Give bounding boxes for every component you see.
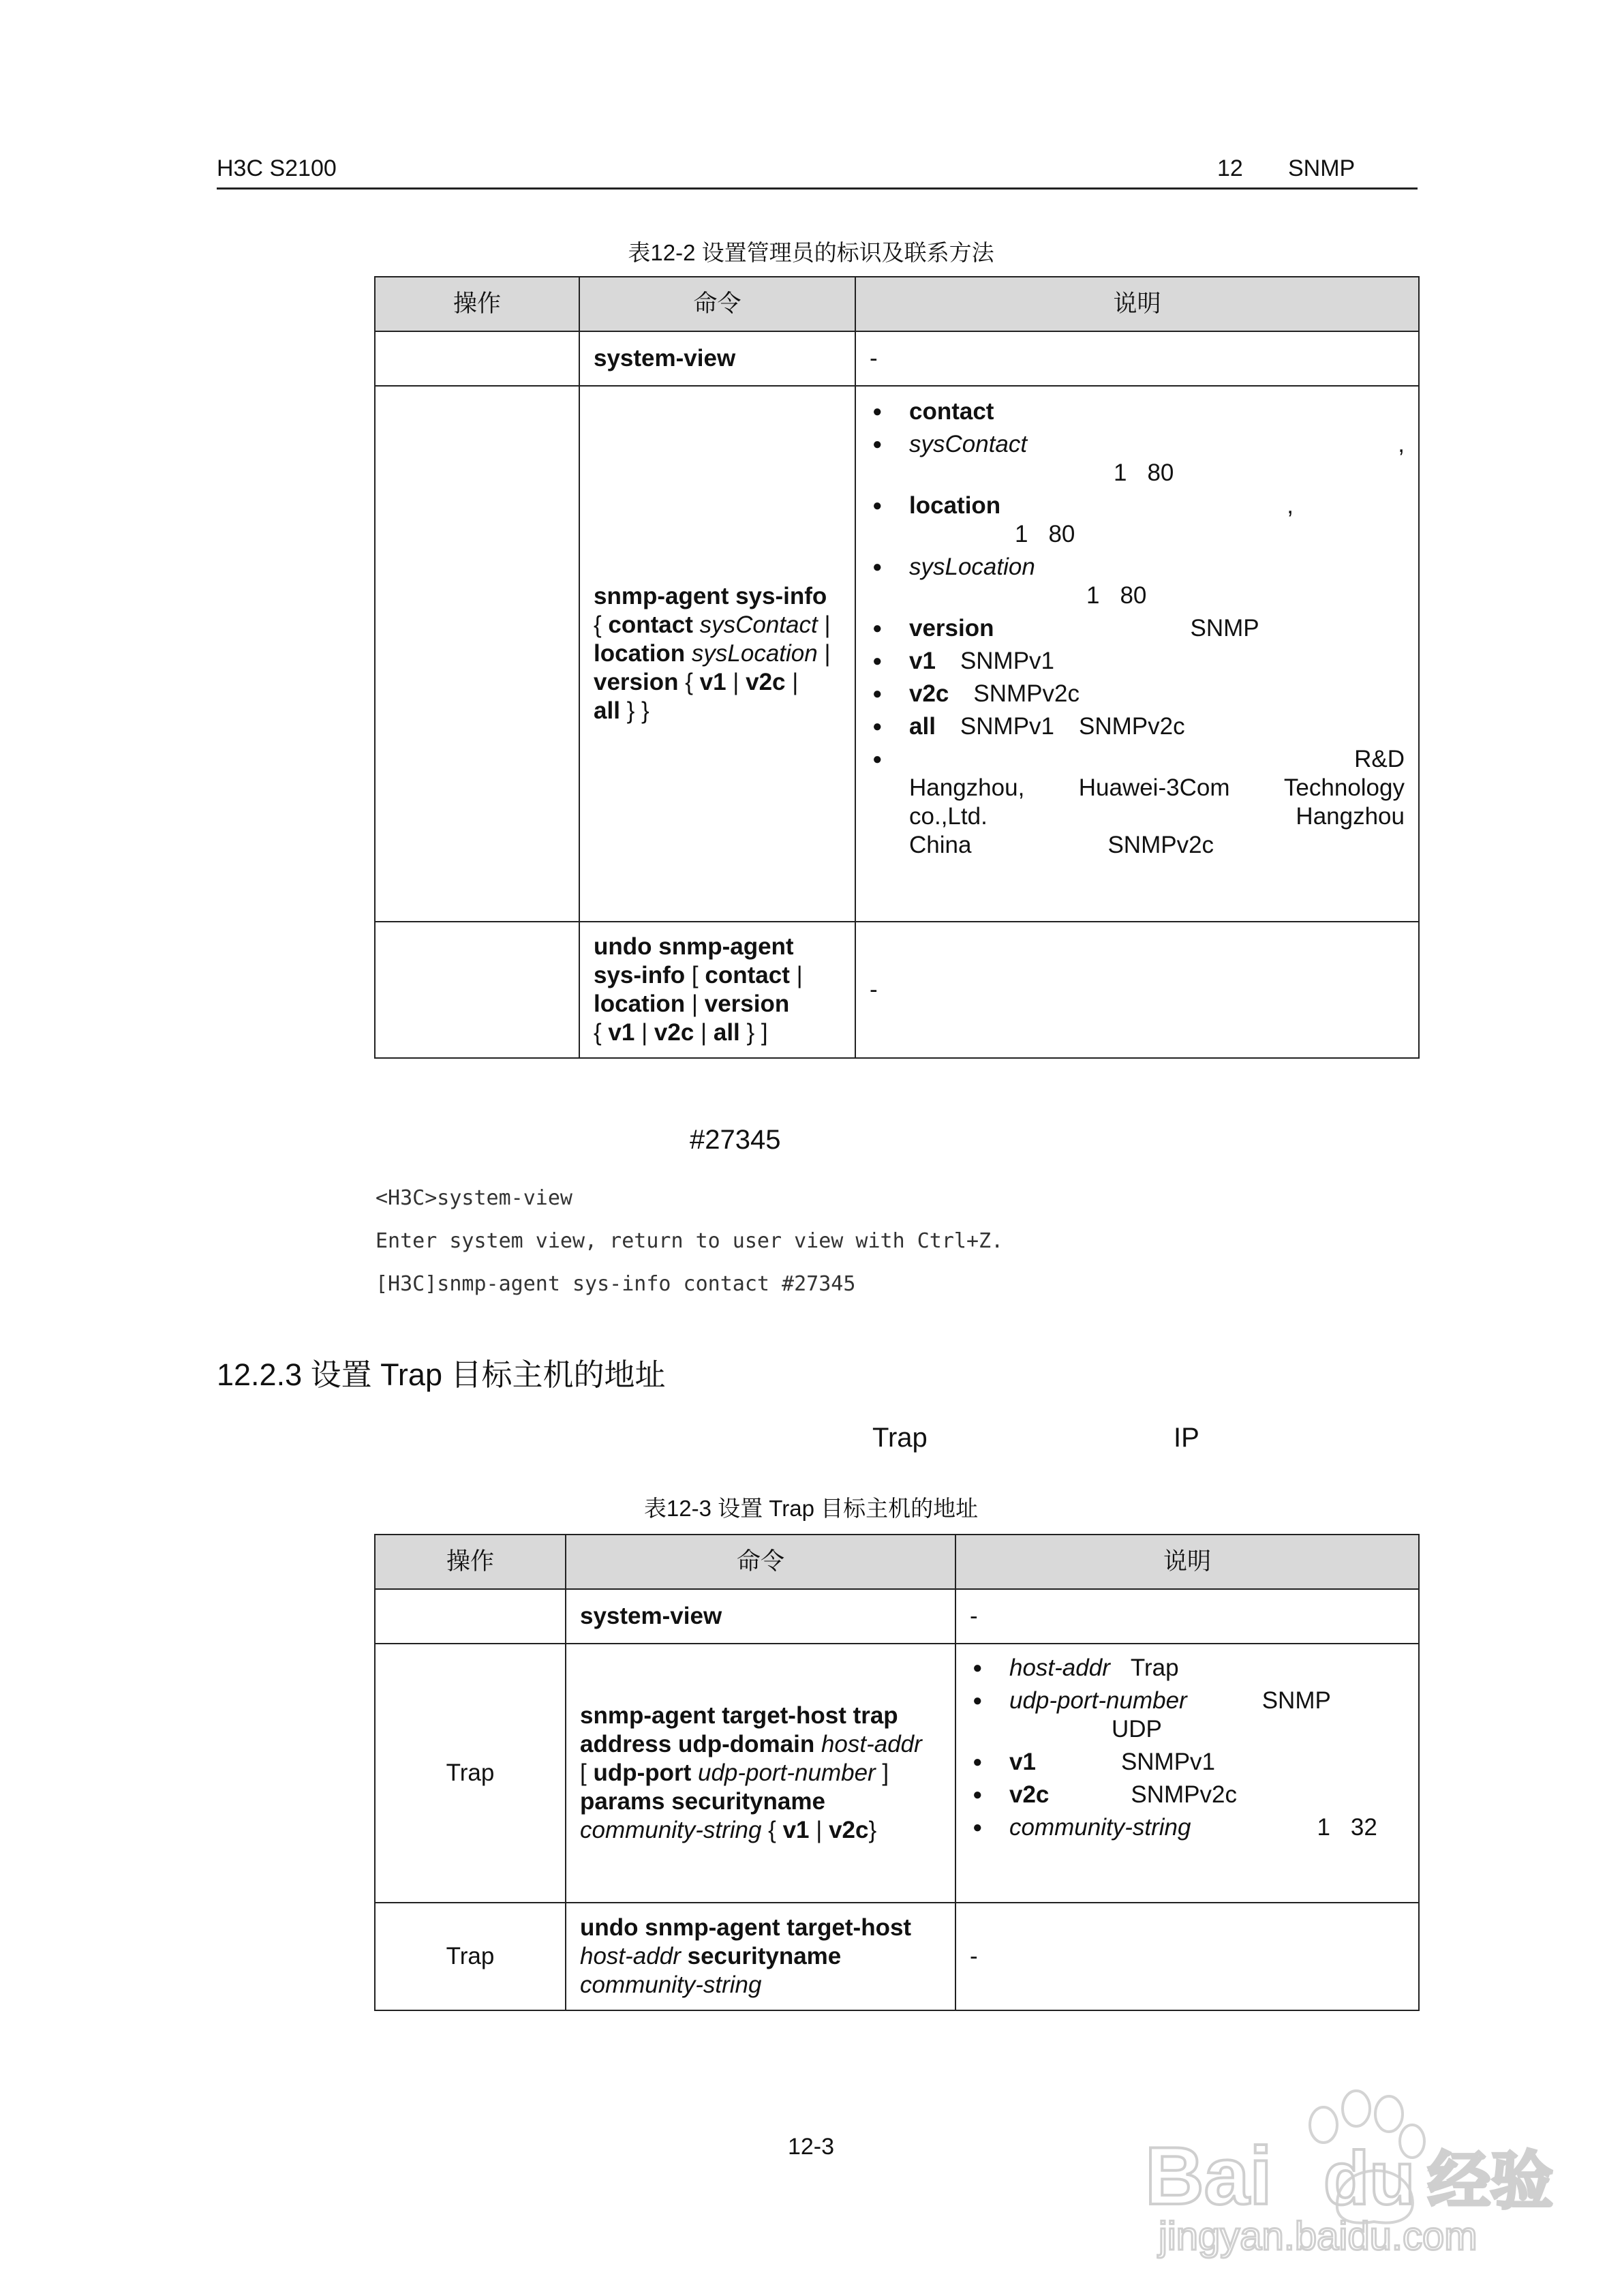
cmd-text: } } [619, 697, 649, 724]
table1-r3-cmd: undo snmp-agent sys-info [ contact | location | version { v1 | v2c | all } ] [579, 922, 855, 1058]
table2-r2-op: Trap [375, 1644, 566, 1903]
watermark-cn: 经验 [1428, 2145, 1554, 2218]
header-chapter-title: SNMP [1288, 155, 1356, 181]
cmd-text: | [726, 669, 746, 695]
code-line: Enter system view, return to user view with Ctrl+Z. [376, 1229, 1004, 1253]
table-row [375, 1644, 1419, 1903]
table1-caption: 表12-2 设置管理员的标识及联系方法 [628, 240, 994, 265]
table1-col-cmd: 命令 [579, 277, 855, 331]
code-line: <H3C>system-view [376, 1186, 572, 1210]
list-item: ● community-string 1 32 [970, 1813, 1405, 1842]
bullet-list [870, 397, 1405, 860]
cmd-text: | [785, 669, 799, 695]
cmd-text: v2c [746, 669, 786, 695]
table1-r2-cmd [579, 386, 855, 922]
header-rule [217, 187, 1418, 190]
list-item: ● R&D Hangzhou, Huawei-3Com Technology co.,Ltd. Hangzhou China SNMPv2c [870, 745, 1405, 860]
list-item: ● sysLocation 1 80 [870, 553, 1405, 610]
list-item: ● location , 1 80 [870, 492, 1405, 549]
table1-r3-op [375, 922, 579, 1058]
table-row [375, 386, 1419, 922]
code-line: [H3C]snmp-agent sys-info contact #27345 [376, 1272, 856, 1296]
table2-r3-desc: - [955, 1903, 1419, 2010]
table2-r1-op [375, 1589, 566, 1644]
table2-header-row [375, 1535, 1419, 1589]
cmd-text: { [678, 669, 700, 695]
cmd-text: | [817, 611, 831, 638]
table-row [375, 331, 1419, 386]
list-item: ● v1 SNMPv1 [870, 647, 1405, 676]
table2-col-desc: 说明 [955, 1535, 1419, 1589]
table-row [375, 1589, 1419, 1644]
table2-r1-desc: - [955, 1589, 1419, 1644]
list-item: ● host-addr Trap [970, 1654, 1405, 1682]
cmd-text: sysLocation [685, 640, 818, 667]
list-item: ● v2c SNMPv2c [970, 1781, 1405, 1809]
section-title: 12.2.3 设置 Trap 目标主机的地址 [217, 1357, 666, 1392]
header-product: H3C S2100 [217, 155, 337, 181]
page-number: 12-3 [787, 2134, 835, 2160]
table2-r3-op: Trap [375, 1903, 566, 2010]
cmd-text: v1 [699, 669, 726, 695]
bullet-list [970, 1654, 1405, 1842]
table2-r3-cmd: undo snmp-agent target-host host-addr securityname community-string [566, 1903, 955, 2010]
table1-r1-desc: - [855, 331, 1419, 386]
header-chapter-number: 12 [1217, 155, 1243, 181]
cmd-text: | [817, 640, 831, 667]
cmd-text: version [594, 669, 679, 695]
cmd-text: all [594, 697, 620, 724]
table1-r2-op [375, 386, 579, 922]
section-intro-trap: Trap [872, 1423, 928, 1453]
list-item: ● version SNMP [870, 614, 1405, 643]
table2-col-cmd: 命令 [566, 1535, 955, 1589]
cmd-text: { [594, 611, 609, 638]
table2-r2-cmd: snmp-agent target-host trap address udp-domain host-addr [ udp-port udp-port-number ] params securityname community-string { v1 | v2c} [566, 1644, 955, 1903]
list-item: ● all SNMPv1 SNMPv2c [870, 712, 1405, 741]
table2-caption: 表12-3 设置 Trap 目标主机的地址 [643, 1496, 979, 1521]
baidu-jingyan-watermark [1145, 2083, 1561, 2260]
list-item: ● udp-port-number SNMP UDP [970, 1687, 1405, 1744]
table2-r2-desc [955, 1644, 1419, 1903]
table1-col-desc: 说明 [855, 277, 1419, 331]
table1-r1-cmd: system-view [579, 331, 855, 386]
watermark-brand: Bai [1145, 2130, 1272, 2222]
table1-r1-op [375, 331, 579, 386]
example-label: #27345 [690, 1125, 781, 1155]
table-row [375, 1903, 1419, 2010]
table1-r2-desc [855, 386, 1419, 922]
list-item: ● contact [870, 397, 1405, 426]
table1-col-op: 操作 [375, 277, 579, 331]
list-item: ● v2c SNMPv2c [870, 680, 1405, 708]
watermark-brand2: du [1323, 2136, 1416, 2220]
section-intro-ip: IP [1174, 1423, 1199, 1453]
table-row [375, 922, 1419, 1058]
table1-header-row [375, 277, 1419, 331]
list-item: ● sysContact , 1 80 [870, 430, 1405, 487]
table2-r1-cmd: system-view [566, 1589, 955, 1644]
cmd-text: location [594, 640, 686, 667]
table1-r3-desc: - [855, 922, 1419, 1058]
list-item: ● v1 SNMPv1 [970, 1748, 1405, 1777]
table2 [374, 1534, 1420, 2011]
table1 [374, 276, 1420, 1059]
cmd-text: sysContact [692, 611, 818, 638]
watermark-url: jingyan.baidu.com [1159, 2214, 1478, 2259]
cmd-text: contact [608, 611, 693, 638]
table2-col-op: 操作 [375, 1535, 566, 1589]
cmd-text: snmp-agent sys-info [594, 583, 827, 609]
